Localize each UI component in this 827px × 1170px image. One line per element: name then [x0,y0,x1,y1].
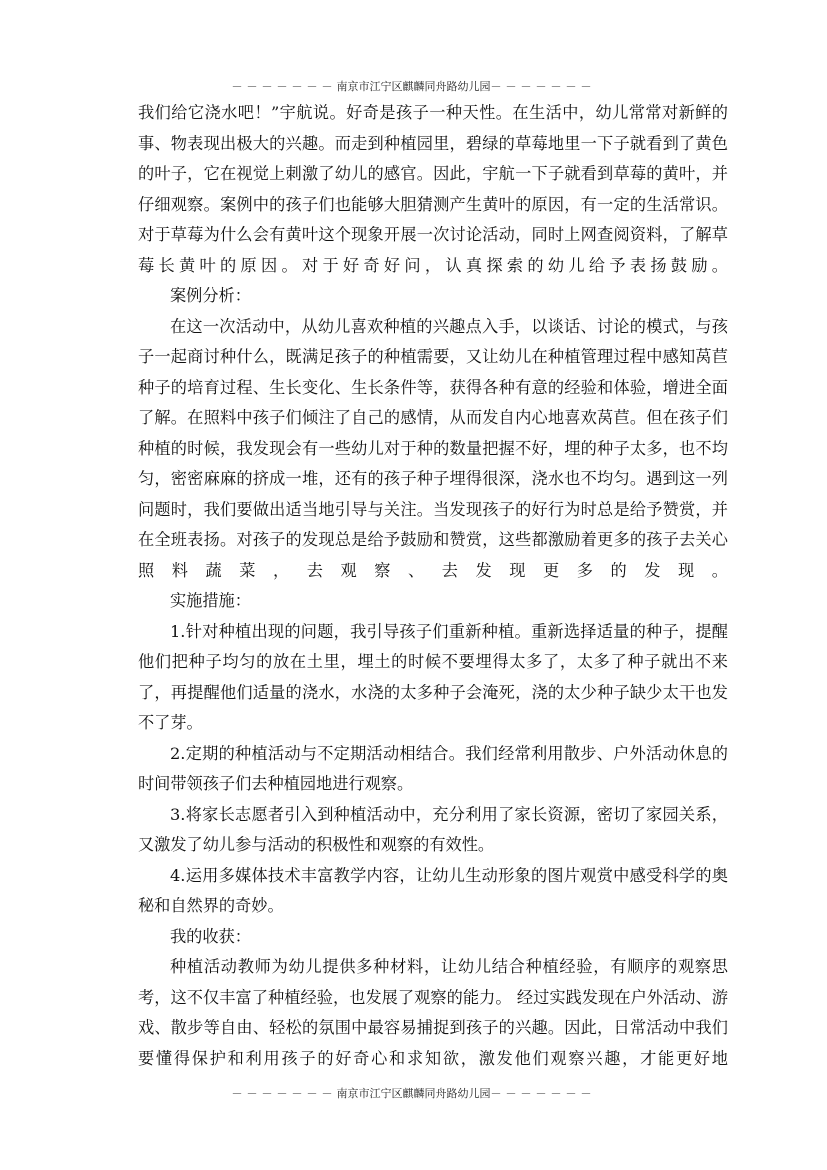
footer-title: 南京市江宁区麒麟同舟路幼儿园 [336,1087,491,1100]
measure-item-1: 1.针对种植出现的问题，我引导孩子们重新种植。重新选择适量的种子，提醒他们把种子均匀的放在土里，埋土的时候不要埋得太多了，太多了种子就出不来了，再提醒他们适量的浇水，水浇的太多种子会淹死，浇的太少种子缺少太干也发不了芽。 [138,621,728,732]
heading-case-analysis: 案例分析： [170,286,251,305]
measure-item-3: 3.将家长志愿者引入到种植活动中，充分利用了家长资源，密切了家园关系，又激发了幼儿参与活动的积极性和观察的有效性。 [138,804,728,854]
measure-item-2: 2.定期的种植活动与不定期活动相结合。我们经常利用散步、户外活动休息的时间带领孩子们去种植园地进行观察。 [138,743,728,793]
measure-item-4: 4.运用多媒体技术丰富教学内容，让幼儿生动形象的图片观赏中感受科学的奥秘和自然界的奇妙。 [138,865,728,915]
footer-dashes-right: －－－－－－－ [490,1087,596,1100]
heading-measures: 实施措施： [170,591,251,610]
paragraph-curiosity: 我们给它浇水吧！”宇航说。好奇是孩子一种天性。在生活中，幼儿常常对新鲜的事、物表现出极大的兴趣。而走到种植园里，碧绿的草莓地里一下子就看到了黄色的叶子，它在视觉上刺激了幼儿的感官。因此，宇航一下子就看到草莓的黄叶，并仔细观察。案例中的孩子们也能够大胆猜测产生黄叶的原因，有一定的生活常识。对于草莓为什么会有黄叶这个现象开展一次讨论活动，同时上网查阅资料，了解草莓长黄叶的原因。对于好奇好问，认真探索的幼儿给予表扬鼓励。 [138,103,728,275]
header-dashes-right: －－－－－－－ [490,80,596,93]
heading-gains: 我的收获： [170,926,251,946]
header-title: 南京市江宁区麒麟同舟路幼儿园 [336,80,491,93]
document-body [138,98,728,1074]
header-dashes-left: －－－－－－－ [231,80,337,93]
page-footer [0,1085,827,1101]
page-header [0,78,827,94]
footer-dashes-left: －－－－－－－ [231,1087,337,1100]
paragraph-analysis: 在这一次活动中，从幼儿喜欢种植的兴趣点入手，以谈话、讨论的模式，与孩子一起商讨种什么，既满足孩子的种植需要，又让幼儿在种植管理过程中感知莴苣种子的培育过程、生长变化、生长条件等，获得各种有意的经验和体验，增进全面了解。在照料中孩子们倾注了自己的感情，从而发自内心地喜欢莴苣。但在孩子们种植的时候，我发现会有一些幼儿对于种的数量把握不好，埋的种子太多，也不均匀，密密麻麻的挤成一堆，还有的孩子种子埋得很深，浇水也不均匀。遇到这一列问题时，我们要做出适当地引导与关注。当发现孩子的好行为时总是给予赞赏，并在全班表扬。对孩子的发现总是给予鼓励和赞赏，这些都激励着更多的孩子去关心照料蔬菜，去观察、去发现更多的发现。 [138,316,728,580]
paragraph-gains: 种植活动教师为幼儿提供多种材料，让幼儿结合种植经验，有顺序的观察思考，这不仅丰富了种植经验，也发展了观察的能力。 经过实践发现在户外活动、游戏、散步等自由、轻松的氛围中最容易捕捉到孩子的兴趣。因此，日常活动中我们要懂得保护和利用孩子的好奇心和求知欲，激发他们观察兴趣，才能更好地 [138,957,728,1068]
